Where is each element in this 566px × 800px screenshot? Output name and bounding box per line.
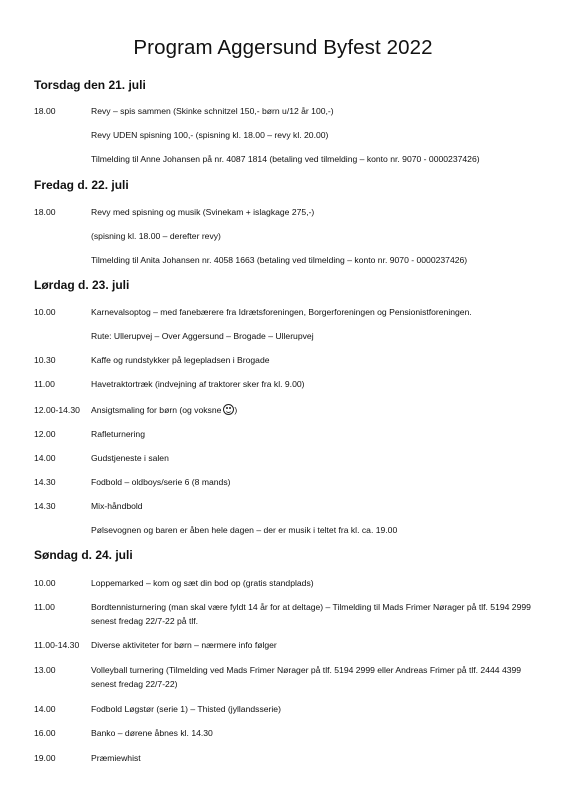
entry-time: 19.00	[34, 753, 56, 763]
entry-text: Fodbold – oldboys/serie 6 (8 mands)	[91, 477, 231, 487]
day-heading-lordag: Lørdag d. 23. juli	[34, 278, 130, 292]
entry-text: Volleyball turnering (Tilmelding ved Mads Frimer Nørager på tlf. 5194 2999 eller Andreas Frimer på tlf. 2444 4399 senest fredag 22/7-22)	[91, 665, 522, 689]
entry-time: 14.30	[34, 477, 56, 487]
entry-text: Loppemarked – kom og sæt din bod op (gratis standplads)	[91, 578, 314, 588]
entry-time: 14.30	[34, 501, 56, 511]
entry-text: Rute: Ullerupvej – Over Aggersund – Brogade – Ullerupvej	[91, 331, 314, 341]
entry-time: 16.00	[34, 728, 56, 738]
entry-text: Gudstjeneste i salen	[91, 453, 169, 463]
entry-text: Bordtennisturnering (man skal være fyldt 14 år for at deltage) – Tilmelding til Mads Frimer Nørager på tlf. 5194 2999 senest fredag 22/7-22 på tlf.	[91, 602, 531, 626]
entry-text: Præmiewhist	[91, 753, 141, 763]
entry-text: (spisning kl. 18.00 – derefter revy)	[91, 231, 221, 241]
entry-text: Kaffe og rundstykker på legepladsen i Brogade	[91, 355, 270, 365]
entry-time: 12.00-14.30	[34, 405, 80, 415]
entry-time: 11.00-14.30	[34, 640, 80, 650]
entry-text: Rafleturnering	[91, 429, 145, 439]
entry-time: 11.00	[34, 602, 55, 612]
day-heading-sondag: Søndag d. 24. juli	[34, 548, 133, 562]
entry-text: Revy med spisning og musik (Svinekam + islagkage 275,-)	[91, 207, 315, 217]
entry-text: Karnevalsoptog – med fanebærere fra Idrætsforeningen, Borgerforeningen og Pensionistforeningen.	[91, 307, 472, 317]
entry-text: Ansigtsmaling for børn (og voksne	[91, 405, 222, 415]
entry-text: Havetraktortræk (indvejning af traktorer sker fra kl. 9.00)	[91, 379, 305, 389]
entry-text: Tilmelding til Anita Johansen nr. 4058 1663 (betaling ved tilmelding – konto nr. 9070 - 0000237426)	[91, 255, 468, 265]
entry-text: Banko – dørene åbnes kl. 14.30	[91, 728, 213, 738]
entry-time: 18.00	[34, 207, 56, 217]
entry-time: 10.00	[34, 578, 56, 588]
entry-text: Fodbold Løgstør (serie 1) – Thisted (jyllandsserie)	[91, 704, 281, 714]
entry-text: Revy – spis sammen (Skinke schnitzel 150,- børn u/12 år 100,-)	[91, 106, 334, 116]
entry-time: 18.00	[34, 106, 56, 116]
entry-time: 10.00	[34, 307, 56, 317]
entry-text: Tilmelding til Anne Johansen på nr. 4087 1814 (betaling ved tilmelding – konto nr. 9070 - 0000237426)	[91, 154, 480, 164]
entry-text: Revy UDEN spisning 100,- (spisning kl. 18.00 – revy kl. 20.00)	[91, 130, 329, 140]
entry-time: 10.30	[34, 355, 56, 365]
day-heading-fredag: Fredag d. 22. juli	[34, 178, 129, 192]
entry-text: Mix-håndbold	[91, 501, 143, 511]
entry-time: 14.00	[34, 704, 56, 714]
entry-time: 12.00	[34, 429, 56, 439]
day-heading-torsdag: Torsdag den 21. juli	[34, 78, 146, 92]
entry-time: 11.00	[34, 379, 55, 389]
entry-text-wrap	[91, 403, 546, 417]
entry-time: 14.00	[34, 453, 56, 463]
smiley-icon	[223, 404, 234, 415]
entry-text: Pølsevognen og baren er åben hele dagen – der er musik i teltet fra kl. ca. 19.00	[91, 525, 398, 535]
entry-text: Diverse aktiviteter for børn – nærmere info følger	[91, 640, 277, 650]
entry-time: 13.00	[34, 665, 56, 675]
entry-text-suffix: )	[234, 405, 238, 415]
page-title: Program Aggersund Byfest 2022	[133, 36, 433, 59]
